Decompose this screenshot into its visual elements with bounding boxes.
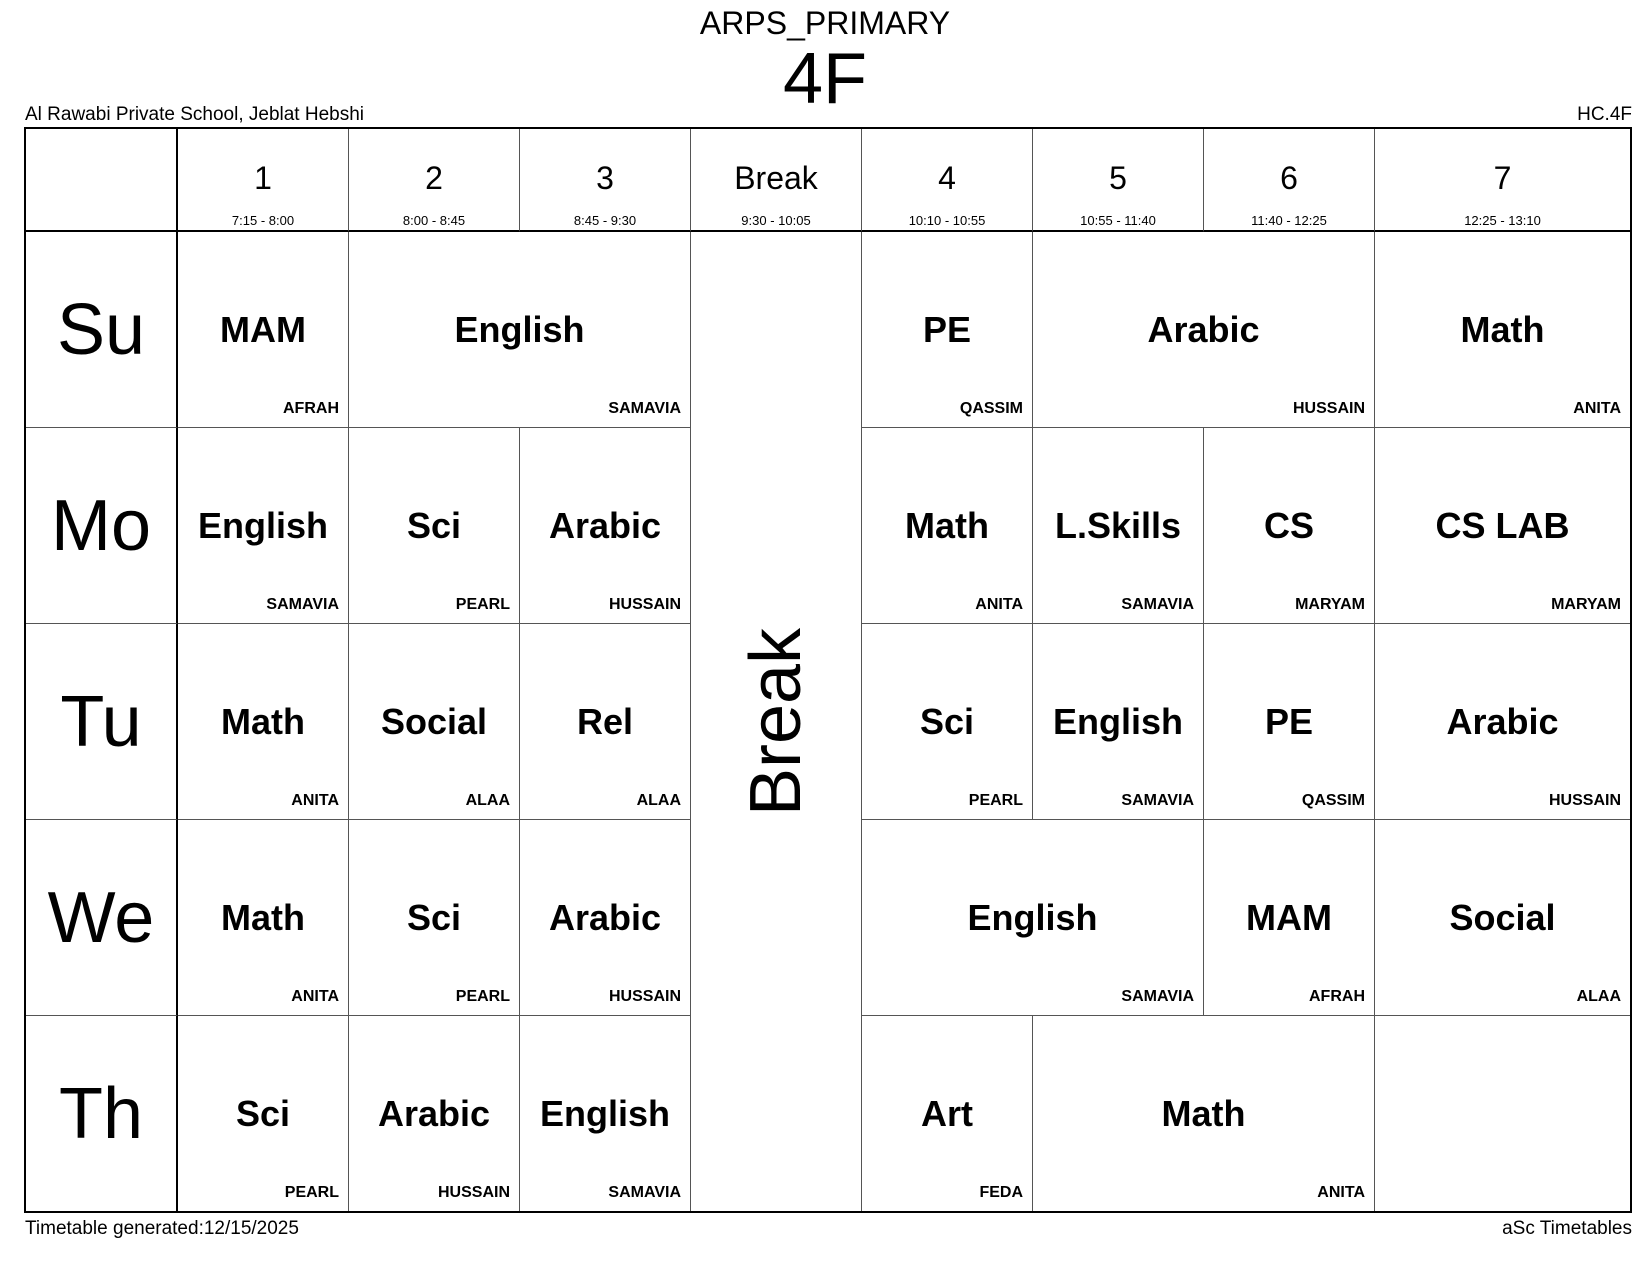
lesson-subject: CS LAB: [1435, 505, 1570, 546]
period-header-5: [1033, 129, 1204, 232]
period-time: 7:15 - 8:00: [231, 213, 295, 228]
period-header-7: [1375, 129, 1630, 232]
lesson-cell[interactable]: [862, 1016, 1033, 1211]
lesson-cell[interactable]: [178, 1016, 349, 1211]
lesson-subject: MAM: [1246, 897, 1332, 938]
lesson-teacher: HUSSAIN: [1292, 400, 1365, 417]
period-time: 10:55 - 11:40: [1080, 213, 1156, 228]
timetable-title: ARPS_PRIMARY: [699, 5, 951, 41]
app-credit: aSc Timetables: [1502, 1218, 1632, 1239]
period-header-break: [691, 129, 862, 232]
lesson-subject: PE: [922, 309, 972, 350]
lesson-teacher: SAMAVIA: [1121, 596, 1194, 613]
lesson-cell[interactable]: [1375, 232, 1630, 428]
lesson-teacher: ANITA: [1317, 1184, 1365, 1201]
period-number: 3: [596, 160, 614, 196]
lesson-cell[interactable]: [520, 820, 691, 1016]
lesson-subject: Math: [221, 701, 305, 742]
class-code: HC.4F: [1577, 104, 1632, 125]
lesson-teacher: ANITA: [291, 792, 339, 809]
lesson-subject: CS: [1263, 505, 1314, 546]
lesson-subject: Sci: [406, 897, 462, 938]
period-header-6: [1204, 129, 1375, 232]
lesson-subject: English: [1052, 701, 1183, 742]
day-label-mo: Mo: [26, 428, 178, 624]
period-number: 4: [938, 160, 956, 196]
day-label-th: Th: [26, 1016, 178, 1211]
day-label-we: We: [26, 820, 178, 1016]
period-number: Break: [734, 160, 818, 196]
lesson-cell[interactable]: [862, 624, 1033, 820]
lesson-subject: Social: [1449, 897, 1556, 938]
lesson-teacher: SAMAVIA: [1121, 988, 1194, 1005]
lesson-teacher: ANITA: [1573, 400, 1621, 417]
lesson-teacher: HUSSAIN: [608, 596, 681, 613]
lesson-subject: Art: [921, 1093, 973, 1134]
break-column: [691, 232, 862, 1211]
lesson-teacher: ALAA: [1576, 988, 1621, 1005]
lesson-subject: Social: [380, 701, 488, 742]
lesson-teacher: HUSSAIN: [608, 988, 681, 1005]
period-number: 5: [1109, 160, 1127, 196]
period-number: 7: [1493, 160, 1512, 196]
lesson-subject: Rel: [576, 701, 634, 742]
lesson-subject: English: [539, 1093, 670, 1134]
lesson-cell[interactable]: [349, 820, 520, 1016]
lesson-subject: Sci: [919, 701, 975, 742]
lesson-cell[interactable]: [178, 232, 349, 428]
lesson-cell[interactable]: [520, 428, 691, 624]
lesson-cell[interactable]: [520, 1016, 691, 1211]
lesson-subject: Arabic: [1147, 309, 1260, 350]
lesson-cell[interactable]: [349, 428, 520, 624]
lesson-teacher: AFRAH: [283, 400, 339, 417]
lesson-subject: Math: [905, 505, 989, 546]
lesson-teacher: SAMAVIA: [1121, 792, 1194, 809]
period-time: 8:00 - 8:45: [402, 213, 466, 228]
lesson-teacher: PEARL: [455, 988, 510, 1005]
period-number: 6: [1280, 160, 1298, 196]
lesson-cell[interactable]: [349, 232, 691, 428]
lesson-teacher: AFRAH: [1309, 988, 1365, 1005]
lesson-teacher: PEARL: [284, 1184, 339, 1201]
lesson-cell[interactable]: [1204, 820, 1375, 1016]
period-time: 12:25 - 13:10: [1464, 213, 1541, 228]
lesson-subject: L.Skills: [1054, 505, 1182, 546]
lesson-teacher: ALAA: [636, 792, 681, 809]
lesson-cell[interactable]: [1033, 428, 1204, 624]
lesson-subject: Math: [1161, 1093, 1246, 1134]
period-header-4: [862, 129, 1033, 232]
period-time: 11:40 - 12:25: [1251, 213, 1327, 228]
lesson-teacher: MARYAM: [1551, 596, 1621, 613]
period-time: 10:10 - 10:55: [908, 213, 986, 228]
lesson-teacher: SAMAVIA: [608, 1184, 681, 1201]
generated-date: Timetable generated:12/15/2025: [25, 1218, 299, 1239]
lesson-subject: Arabic: [548, 897, 662, 938]
lesson-cell[interactable]: [1375, 428, 1630, 624]
lesson-cell[interactable]: [862, 232, 1033, 428]
lesson-subject: Arabic: [1446, 701, 1559, 742]
lesson-subject: Arabic: [377, 1093, 491, 1134]
lesson-teacher: HUSSAIN: [1548, 792, 1621, 809]
lesson-cell[interactable]: [520, 624, 691, 820]
lesson-teacher: ANITA: [291, 988, 339, 1005]
lesson-cell[interactable]: [178, 624, 349, 820]
period-header-1: [178, 129, 349, 232]
period-header-3: [520, 129, 691, 232]
lesson-cell[interactable]: [1033, 232, 1375, 428]
lesson-cell[interactable]: [178, 820, 349, 1016]
lesson-cell[interactable]: [349, 624, 520, 820]
lesson-subject: Arabic: [548, 505, 662, 546]
lesson-cell[interactable]: [1375, 820, 1630, 1016]
lesson-cell[interactable]: [1375, 624, 1630, 820]
lesson-cell[interactable]: [1033, 1016, 1375, 1211]
lesson-cell[interactable]: [862, 820, 1204, 1016]
day-label-tu: Tu: [26, 624, 178, 820]
lesson-cell[interactable]: [1204, 428, 1375, 624]
lesson-subject: Sci: [406, 505, 462, 546]
lesson-cell[interactable]: [1204, 624, 1375, 820]
lesson-teacher: QASSIM: [1301, 792, 1365, 809]
class-name: 4F: [782, 39, 868, 119]
lesson-subject: Sci: [235, 1093, 291, 1134]
period-header-2: [349, 129, 520, 232]
lesson-subject: MAM: [220, 309, 306, 350]
lesson-subject: Math: [221, 897, 305, 938]
lesson-teacher: ALAA: [465, 792, 510, 809]
lesson-cell[interactable]: [178, 428, 349, 624]
period-number: 1: [254, 160, 272, 196]
lesson-teacher: ANITA: [975, 596, 1023, 613]
break-label: Break: [736, 627, 816, 816]
day-label-su: Su: [26, 232, 178, 428]
lesson-teacher: PEARL: [968, 792, 1023, 809]
lesson-subject: English: [967, 897, 1098, 938]
lesson-subject: PE: [1264, 701, 1314, 742]
school-name: Al Rawabi Private School, Jeblat Hebshi: [25, 104, 365, 125]
lesson-cell[interactable]: [349, 1016, 520, 1211]
lesson-teacher: QASSIM: [959, 400, 1023, 417]
period-time: 8:45 - 9:30: [573, 213, 637, 228]
lesson-teacher: PEARL: [455, 596, 510, 613]
timetable-grid: [24, 127, 1632, 1213]
lesson-cell[interactable]: [1033, 624, 1204, 820]
lesson-subject: Math: [1460, 309, 1545, 350]
lesson-teacher: HUSSAIN: [437, 1184, 510, 1201]
lesson-cell[interactable]: [862, 428, 1033, 624]
lesson-teacher: MARYAM: [1295, 596, 1365, 613]
empty-lesson-cell: [1375, 1016, 1630, 1211]
lesson-subject: English: [197, 505, 328, 546]
lesson-teacher: FEDA: [979, 1184, 1023, 1201]
lesson-teacher: SAMAVIA: [266, 596, 339, 613]
corner-cell: [26, 129, 178, 232]
period-number: 2: [425, 160, 443, 196]
lesson-teacher: SAMAVIA: [608, 400, 681, 417]
lesson-subject: English: [454, 309, 585, 350]
period-time: 9:30 - 10:05: [741, 213, 811, 228]
